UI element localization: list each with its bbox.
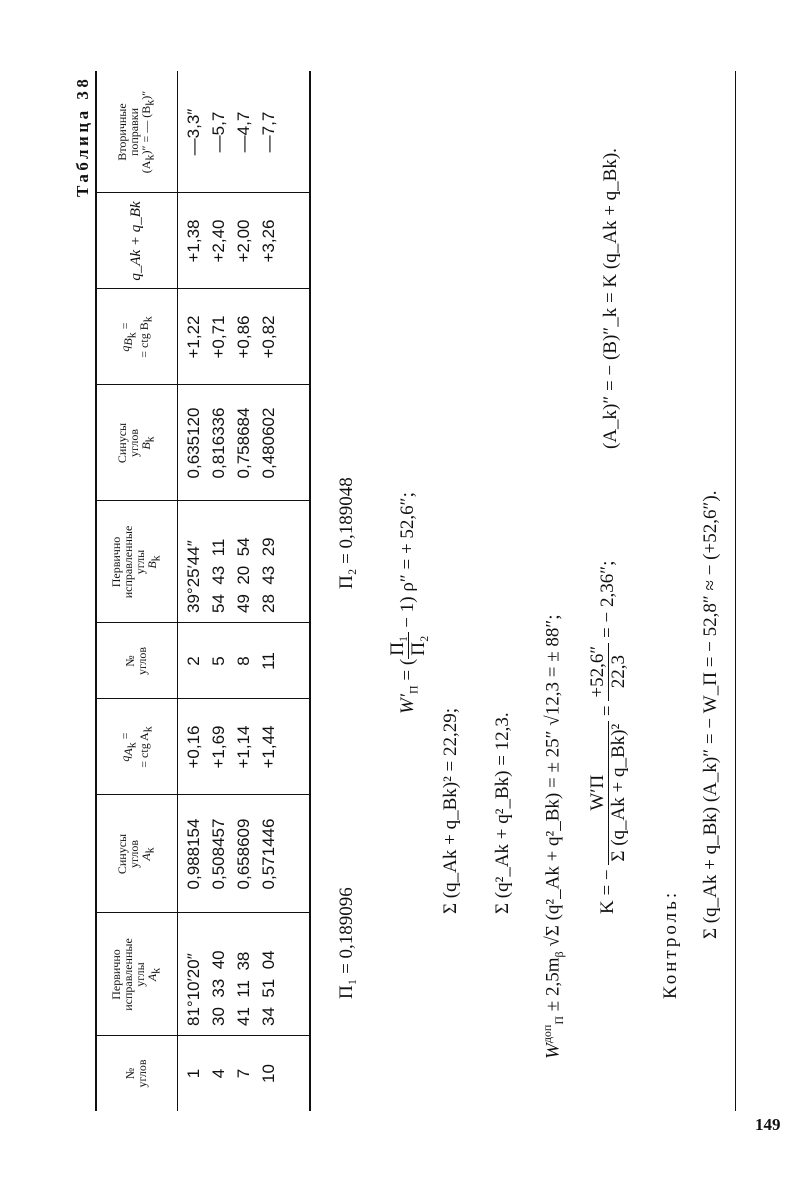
table-cell: 0,480602 bbox=[259, 407, 278, 479]
header-text: углы bbox=[133, 962, 148, 987]
header-text: № углов bbox=[123, 647, 149, 675]
header-text: (A bbox=[139, 160, 154, 174]
k-lhs: K = − bbox=[596, 869, 618, 914]
table-cell: 39°25′44″ bbox=[184, 540, 203, 613]
table-title: Таблица 38 bbox=[73, 75, 92, 197]
table-cell: 0,816336 bbox=[209, 407, 228, 479]
control-label: Контроль: bbox=[660, 889, 681, 999]
header-text: )″ bbox=[139, 90, 154, 100]
col-angles-a bbox=[181, 913, 281, 1026]
header-sub: k bbox=[140, 316, 155, 323]
header-text: Синусы bbox=[115, 833, 130, 875]
header-text: B bbox=[145, 561, 160, 569]
control-formula: Σ (q_Ak + q_Bk) (A_k)″ = − W_Π = − 52,8″ ≈ − (+52,6″). bbox=[700, 490, 721, 939]
header-text: A bbox=[139, 853, 154, 861]
w-symbol: W′ bbox=[396, 694, 418, 714]
header-q-sum bbox=[95, 193, 177, 289]
table-cell: +0,71 bbox=[209, 315, 228, 359]
table-cell: 5 bbox=[209, 656, 228, 666]
w-rhs: − 1) ρ″ = + 52,6″; bbox=[396, 492, 418, 633]
table-cell: +0,16 bbox=[184, 725, 203, 769]
w-dop-superscript: доп bbox=[540, 1024, 554, 1044]
k-formula bbox=[588, 561, 629, 914]
header-sub: k bbox=[148, 967, 163, 974]
header-text: = bbox=[117, 732, 132, 743]
table-cell: +2,00 bbox=[234, 219, 253, 263]
table-cell: 10 bbox=[259, 1064, 278, 1083]
col-no-b bbox=[181, 623, 281, 699]
table-cell: 1 bbox=[184, 1068, 203, 1079]
header-text: q bbox=[117, 345, 132, 352]
pi-ratio bbox=[388, 632, 429, 658]
k-rhs: = − 2,36″; bbox=[596, 560, 618, 643]
pi2-value: Π₂ = 0,189048 bbox=[336, 477, 357, 589]
header-sin-b bbox=[95, 385, 177, 501]
table-cell: +1,44 bbox=[259, 725, 278, 769]
header-sub: k bbox=[140, 726, 155, 733]
k-value-numerator: +52,6″ bbox=[588, 643, 609, 701]
header-q-a bbox=[95, 699, 177, 795]
table-cell: +1,38 bbox=[184, 219, 203, 263]
w-dop-symbol: W bbox=[542, 1043, 564, 1059]
header-text: Вторичные bbox=[115, 103, 130, 161]
table-cell: 11 bbox=[259, 652, 278, 670]
table-cell: 28 43 29 bbox=[259, 537, 278, 613]
header-sub: k bbox=[124, 742, 139, 749]
table-cell: 30 33 40 bbox=[209, 950, 228, 1026]
w-dop-rest: √Σ (q²_Ak + q²_Bk) = ± 25″ √12,3 = ± 88″; bbox=[542, 614, 564, 952]
header-text: Первично bbox=[109, 949, 124, 1000]
data-table bbox=[95, 71, 311, 1111]
ratio-numerator: Π₁ bbox=[388, 632, 409, 658]
table-cell: 0,988154 bbox=[184, 818, 203, 890]
pi1-value: Π₁ = 0,189096 bbox=[336, 887, 357, 999]
header-text: исправленные bbox=[121, 525, 136, 599]
table-cell: +0,82 bbox=[259, 315, 278, 359]
ak-formula: (A_k)″ = − (B)″_k = K (q_Ak + q_Bk). bbox=[600, 148, 621, 449]
header-sub: k bbox=[142, 154, 157, 161]
header-text: = bbox=[117, 322, 132, 333]
table-cell: —3,3″ bbox=[184, 108, 203, 156]
header-sin-a bbox=[95, 795, 177, 913]
table-bottom-rule bbox=[309, 71, 311, 1111]
table-cell: 34 51 04 bbox=[259, 950, 278, 1026]
k-numerator: W′Π bbox=[588, 721, 609, 865]
w-dop-rhs: ± 2,5m bbox=[542, 957, 564, 1016]
col-no-a bbox=[181, 1036, 281, 1111]
header-angles-a bbox=[95, 913, 177, 1036]
header-text: исправленные bbox=[121, 938, 136, 1011]
col-secondary bbox=[181, 71, 281, 193]
header-text: Первично bbox=[109, 536, 124, 588]
header-text: q_Ak + q_Bk bbox=[128, 201, 144, 281]
sum-q-squared: Σ (q_Ak + q_Bk)² = 22,29; bbox=[440, 707, 461, 914]
w-dop-subscript: Π bbox=[552, 1015, 567, 1025]
table-cell: 7 bbox=[234, 1068, 253, 1079]
k-value-denominator: 22,3 bbox=[608, 655, 629, 689]
header-text: поправки bbox=[127, 107, 142, 157]
header-sub: k bbox=[142, 99, 157, 106]
header-text: углов bbox=[127, 840, 142, 868]
table-cell: 49 20 54 bbox=[234, 537, 253, 613]
table-cell: 2 bbox=[184, 656, 203, 666]
header-no-b bbox=[95, 623, 177, 699]
k-denominator: Σ (q_Ak + q_Bk)² bbox=[608, 723, 629, 862]
page-number: 149 bbox=[755, 1115, 781, 1134]
header-text: углов bbox=[127, 429, 142, 457]
k-equals: = bbox=[596, 700, 618, 721]
header-sub: k bbox=[124, 332, 139, 339]
table-cell: +3,26 bbox=[259, 219, 278, 263]
header-text: = ctg B bbox=[136, 322, 151, 358]
table-cell: 0,658609 bbox=[234, 818, 253, 890]
header-angles-b bbox=[95, 501, 177, 623]
col-sin-a bbox=[181, 795, 281, 913]
header-text: углы bbox=[133, 549, 148, 575]
header-text: = ctg A bbox=[136, 732, 151, 768]
col-q-a bbox=[181, 699, 281, 795]
table-cell: 0,571446 bbox=[259, 818, 278, 890]
col-q-sum bbox=[181, 193, 281, 289]
table-cell: 41 11 38 bbox=[234, 951, 253, 1026]
header-text: A bbox=[145, 973, 160, 982]
table-cell: +2,40 bbox=[209, 219, 228, 263]
header-text: № углов bbox=[123, 1059, 149, 1088]
table-cell: 81°10′20″ bbox=[184, 953, 203, 1026]
w-pi-formula: $W'_\Pi$ = ( Π₁ Π₂ − 1) ρ″ = + 52,6″; bbox=[387, 492, 429, 714]
table-cell: —4,7 bbox=[234, 111, 253, 153]
table-cell: —5,7 bbox=[209, 111, 228, 153]
w-subscript: Π bbox=[406, 685, 421, 695]
table-cell: 0,758684 bbox=[234, 407, 253, 479]
table-cell: 8 bbox=[234, 656, 253, 666]
header-sub: k bbox=[148, 555, 163, 562]
w-dop-formula bbox=[540, 614, 567, 1059]
k-value-fraction bbox=[588, 643, 629, 701]
sum-q2: Σ (q²_Ak + q²_Bk) = 12,3. bbox=[492, 712, 513, 914]
k-fraction bbox=[588, 721, 629, 865]
ratio-denominator: Π₂ bbox=[408, 635, 429, 656]
table-cell: +1,14 bbox=[234, 725, 253, 769]
table-cell: —7,7 bbox=[259, 111, 278, 153]
table-cell: +0,86 bbox=[234, 315, 253, 359]
header-sub: k bbox=[142, 847, 157, 854]
table-cell: 4 bbox=[209, 1068, 228, 1079]
beta-subscript: β bbox=[552, 951, 567, 958]
header-sub: k bbox=[142, 436, 157, 443]
table-cell: 54 43 11 bbox=[209, 538, 228, 613]
header-secondary bbox=[95, 71, 177, 193]
table-cell: +1,22 bbox=[184, 315, 203, 359]
header-text: Синусы bbox=[115, 422, 130, 464]
table-cell: 0,635120 bbox=[184, 407, 203, 479]
header-q-b bbox=[95, 289, 177, 385]
w-equals: = bbox=[396, 665, 418, 686]
header-sub: B bbox=[121, 338, 136, 346]
col-sin-b bbox=[181, 385, 281, 501]
table-header-rule bbox=[177, 71, 178, 1111]
table-cell: +1,69 bbox=[209, 725, 228, 769]
page-bottom-rule bbox=[735, 71, 736, 1111]
header-no-a bbox=[95, 1036, 177, 1111]
table-cell: 0,508457 bbox=[209, 818, 228, 890]
col-q-b bbox=[181, 289, 281, 385]
header-sub: A bbox=[121, 748, 136, 756]
col-angles-b bbox=[181, 501, 281, 613]
header-text: )″ = — (B bbox=[139, 105, 154, 155]
header-text: q bbox=[117, 755, 132, 762]
header-text: B bbox=[139, 442, 154, 450]
